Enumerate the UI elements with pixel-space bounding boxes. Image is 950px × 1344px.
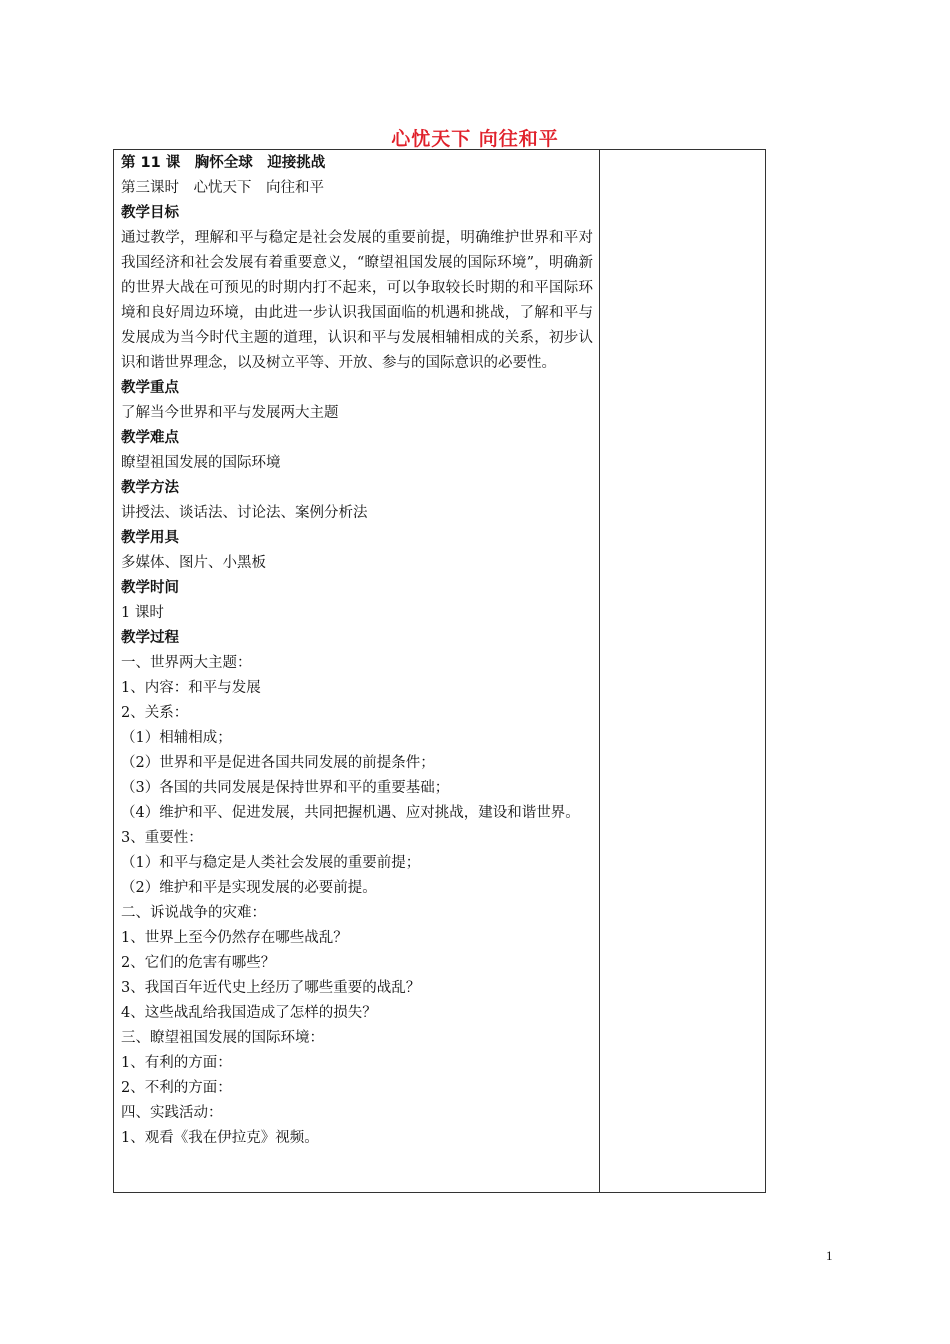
content-line: 1、世界上至今仍然存在哪些战乱？ bbox=[121, 930, 348, 946]
content-line: 通过教学，理解和平与稳定是社会发展的重要前提，明确维护世界和平对我国经济和社会发展有着重要意义，“瞭望祖国发展的国际环境”，明确新的世界大战在可预见的时期内打不起来，可以争取较长时期的和平国际环境和良好周边环境，由此进一步认识我国面临的机遇和挑战，了解和平与发展成为当今时代主题的道理，认识和平与发展相辅相成的关系，初步认识和谐世界理念，以及树立平等、开放、参与的国际意识的必要性。 bbox=[121, 230, 593, 371]
content-line: 了解当今世界和平与发展两大主题 bbox=[121, 405, 339, 421]
section-heading: 教学重点 bbox=[121, 380, 179, 396]
section-heading: 教学目标 bbox=[121, 205, 179, 221]
section-heading: 教学方法 bbox=[121, 480, 179, 496]
lesson-content-cell bbox=[121, 151, 593, 1151]
content-line: 1、内容：和平与发展 bbox=[121, 680, 261, 696]
section-heading: 教学时间 bbox=[121, 580, 179, 596]
page-number: 1 bbox=[826, 1248, 833, 1263]
content-line: 讲授法、谈话法、讨论法、案例分析法 bbox=[121, 505, 368, 521]
content-line: 第三课时 心忧天下 向往和平 bbox=[121, 180, 324, 196]
content-line: （1）和平与稳定是人类社会发展的重要前提； bbox=[121, 855, 421, 871]
content-line: 1、观看《我在伊拉克》视频。 bbox=[121, 1130, 319, 1146]
content-line: 2、它们的危害有哪些？ bbox=[121, 955, 276, 971]
content-line: 一、世界两大主题： bbox=[121, 655, 252, 671]
content-line: 2、关系： bbox=[121, 705, 189, 721]
section-heading: 第 11 课 胸怀全球 迎接挑战 bbox=[121, 155, 326, 171]
content-line: 4、这些战乱给我国造成了怎样的损失？ bbox=[121, 1005, 377, 1021]
content-line: 多媒体、图片、小黑板 bbox=[121, 555, 266, 571]
content-line: 1 课时 bbox=[121, 605, 164, 621]
content-line: （4）维护和平、促进发展，共同把握机遇、应对挑战，建设和谐世界。 bbox=[121, 805, 580, 821]
content-line: 1、有利的方面： bbox=[121, 1055, 232, 1071]
content-line: 3、重要性： bbox=[121, 830, 203, 846]
content-line: 2、不利的方面： bbox=[121, 1080, 232, 1096]
section-heading: 教学过程 bbox=[121, 630, 179, 646]
content-line: 二、诉说战争的灾难： bbox=[121, 905, 266, 921]
column-divider bbox=[599, 150, 600, 1192]
section-heading: 教学难点 bbox=[121, 430, 179, 446]
content-line: 四、实践活动： bbox=[121, 1105, 223, 1121]
content-line: 瞭望祖国发展的国际环境 bbox=[121, 455, 281, 471]
content-line: （2）世界和平是促进各国共同发展的前提条件； bbox=[121, 755, 435, 771]
lesson-plan-table bbox=[113, 149, 766, 1193]
document-title: 心忧天下 向往和平 bbox=[391, 128, 559, 150]
content-line: （2）维护和平是实现发展的必要前提。 bbox=[121, 880, 377, 896]
content-line: 三、瞭望祖国发展的国际环境： bbox=[121, 1030, 324, 1046]
content-line: （1）相辅相成； bbox=[121, 730, 232, 746]
content-line: （3）各国的共同发展是保持世界和平的重要基础； bbox=[121, 780, 450, 796]
content-line: 3、我国百年近代史上经历了哪些重要的战乱？ bbox=[121, 980, 421, 996]
section-heading: 教学用具 bbox=[121, 530, 179, 546]
